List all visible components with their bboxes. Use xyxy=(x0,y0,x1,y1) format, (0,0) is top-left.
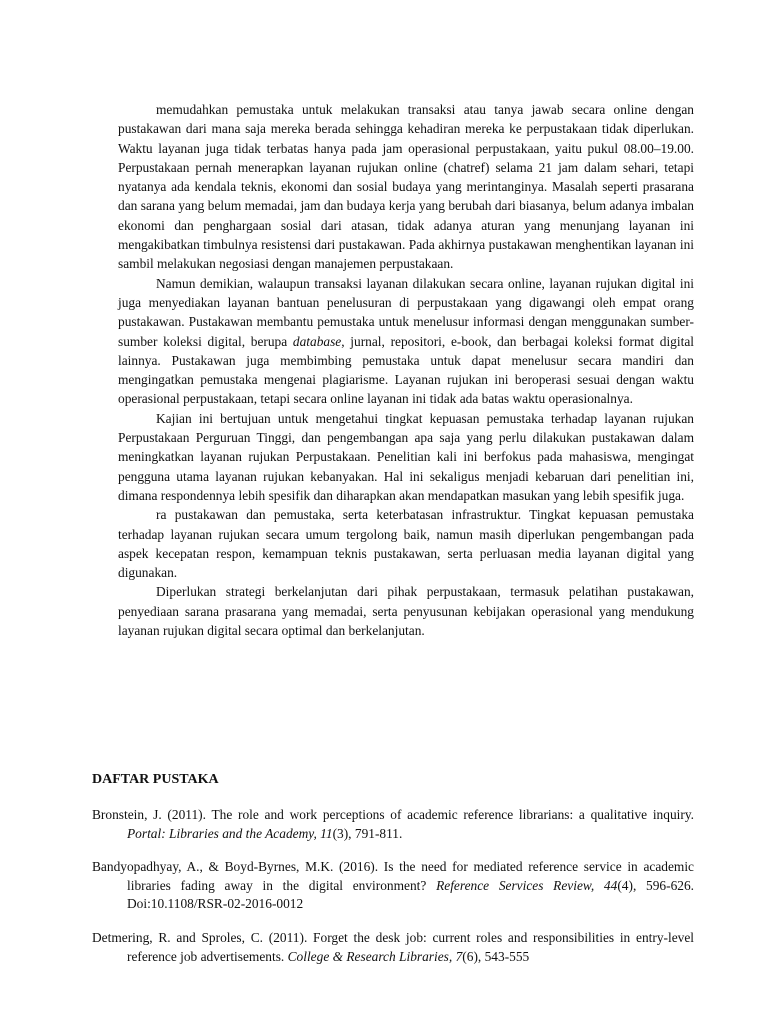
reference-item xyxy=(92,858,694,914)
paragraph-5: Diperlukan strategi berkelanjutan dari pihak perpustakaan, termasuk pelatihan pustakawan, penyediaan sarana prasarana yang memadai, serta penyusunan kebijakan operasional yang mendukung layanan rujukan digital secara optimal dan berkelanjutan. xyxy=(118,584,694,639)
paragraph-2-text-b: , jurnal, repositori, e-book, dan berbagai koleksi format digital lainnya. Pustakawan juga membimbing pemustaka untuk dapat menelusur secara mandiri dan mengingatkan pemustaka mengenai plagiarisme. Layanan rujukan ini beroperasi sesuai dengan waktu operasional perpustakaan, tetapi secara online layanan ini tidak ada batas waktu operasionalnya. xyxy=(118,333,694,407)
reference-text: Bronstein, J. (2011). The role and work perceptions of academic reference librarians: a qualitative inquiry. xyxy=(92,807,694,822)
reference-text: Detmering, R. and Sproles, C. (2011). Forget the desk job: current roles and responsibilities in entry-level reference job advertisements. xyxy=(92,929,694,964)
reference-tail: (3), 791-811. xyxy=(332,825,403,841)
paragraph-4: ra pustakawan dan pemustaka, serta keterbatasan infrastruktur. Tingkat kepuasan pemustaka terhadap layanan rujukan secara umum tergolong baik, namun masih diperlukan pengembangan pada aspek kecepatan respon, kemampuan teknis pustakawan, serta perluasan media layanan digital yang digunakan. xyxy=(118,507,694,581)
paragraph-2-italic-term: database xyxy=(292,333,342,349)
body-text xyxy=(118,100,694,640)
reference-item xyxy=(92,929,694,966)
reference-list xyxy=(92,806,694,981)
paragraph-3: Kajian ini bertujuan untuk mengetahui tingkat kepuasan pemustaka terhadap layanan rujukan Perpustakaan Perguruan Tinggi, dan pengembangan apa saja yang perlu dilakukan pustakawan dalam meningkatkan layanan rujukan Perpustakaan. Penelitian kali ini berfokus pada mahasiswa, mengingat pengguna utama layanan rujukan kebanyakan. Hal ini sekaligus menjadi kebaruan dari penelitian ini, dimana respondennya lebih spesifik dan diharapkan akan mendapatkan masukan yang lebih spesifik juga. xyxy=(118,410,694,503)
reference-tail: (4), 596-626. Doi:10.1108/RSR-02-2016-0012 xyxy=(127,877,694,912)
reference-journal: College & Research Libraries, 7 xyxy=(287,948,463,964)
reference-text: Bandyopadhyay, A., & Boyd-Byrnes, M.K. (2016). Is the need for mediated reference service in academic libraries fading away in the digital environment? xyxy=(92,859,694,893)
paragraph-2 xyxy=(118,274,694,409)
section-heading-references: DAFTAR PUSTAKA xyxy=(92,772,219,787)
paragraph-1: memudahkan pemustaka untuk melakukan transaksi atau tanya jawab secara online dengan pustakawan dari mana saja mereka berada sehingga kehadiran mereka ke perpustakaan tidak diperlukan. Waktu layanan juga tidak terbatas hanya pada jam operasional perpustakaan, yaitu pukul 08.00–19.00. Perpustakaan pernah menerapkan layanan rujukan online (chatref) selama 21 jam dalam sehari, tetapi nyatanya ada kendala teknis, ekonomi dan sosial budaya yang merintanginya. Masalah seperti prasarana dan sarana yang belum memadai, jam dan budaya kerja yang berubah dari biasanya, belum adanya imbalan ekonomi dan penghargaan sosial dari atasan, tidak adanya aturan yang menunjang layanan ini mengakibatkan timbulnya resistensi dari pustakawan. Pada akhirnya pustakawan menghentikan layanan ini sambil melakukan negosiasi dengan manajemen perpustakaan. xyxy=(118,102,694,272)
reference-journal: Portal: Libraries and the Academy, 11 xyxy=(127,825,333,841)
paragraph-2-text-a: Namun demikian, walaupun transaksi layanan dilakukan secara online, layanan rujukan digital ini juga menyediakan layanan bantuan penelusuran di perpustakaan yang digawangi oleh empat orang pustakawan. Pustakawan membantu pemustaka untuk menelusur informasi dengan menggunakan sumber-sumber koleksi digital, berupa xyxy=(118,275,694,349)
reference-item xyxy=(92,806,694,843)
reference-journal: Reference Services Review, 44 xyxy=(436,877,618,893)
reference-tail: (6), 543-555 xyxy=(462,948,530,964)
